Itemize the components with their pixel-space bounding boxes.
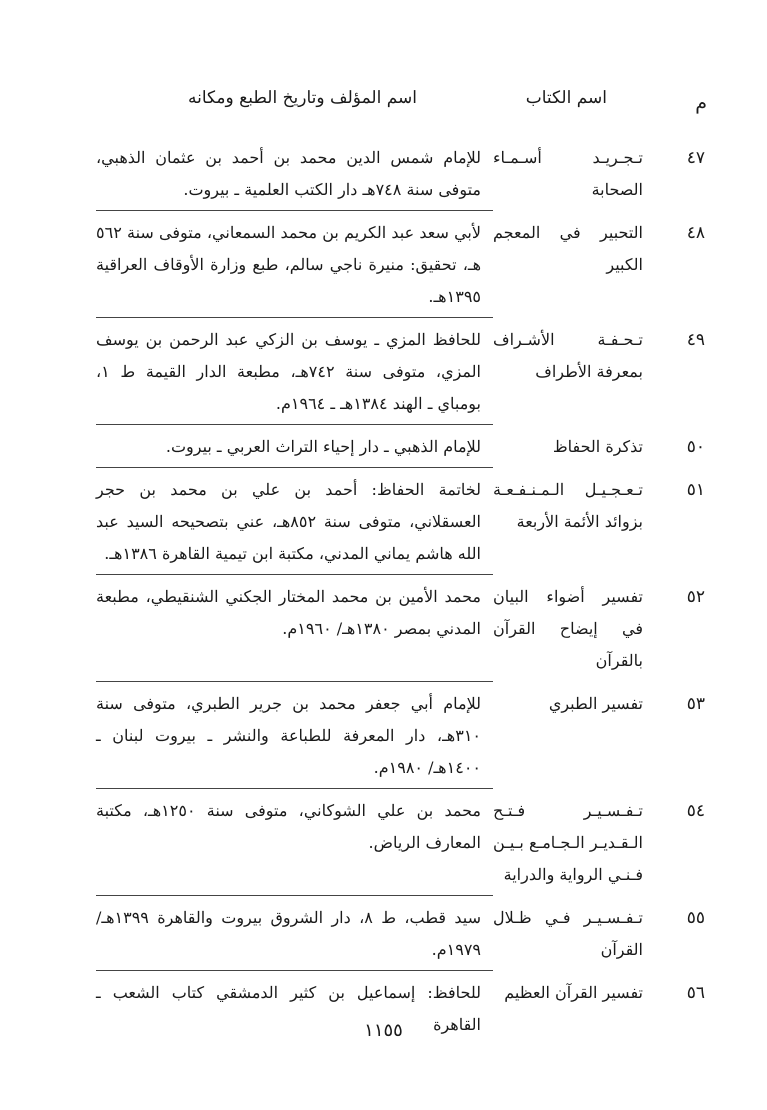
row-divider	[96, 970, 493, 971]
row-number: ٥٢	[686, 587, 705, 607]
row-divider	[96, 574, 493, 575]
page-number: ١١٥٥	[364, 1020, 403, 1041]
row-divider	[96, 467, 493, 468]
row-title: تـفـسـيـر فـتـح الـقـديـر الـجـامـع بـيـن فـنـي الرواية والدراية	[493, 801, 643, 884]
table-row	[96, 581, 705, 677]
row-title: تذكرة الحفاظ	[552, 437, 643, 456]
row-author: سيد قطب، ط ٨، دار الشروق بيروت والقاهرة ١٣٩٩هـ/ ١٩٧٩م.	[96, 908, 482, 959]
row-number: ٤٨	[686, 223, 705, 243]
table-row	[96, 431, 705, 463]
table-row	[96, 902, 705, 966]
row-author: لأبي سعد عبد الكريم بن محمد السمعاني، متوفى سنة ٥٦٢ هـ، تحقيق: منيرة ناجي سالم، طبع وزارة الأوقاف العراقية ١٣٩٥هـ.	[96, 223, 481, 306]
table-row	[96, 142, 705, 206]
row-divider	[96, 210, 493, 211]
row-title: تـحـفـة الأشـراف بمعرفة الأطراف	[493, 330, 643, 381]
row-author: لخاتمة الحفاظ: أحمد بن علي بن محمد بن حجر العسقلاني، متوفى سنة ٨٥٢هـ، عني بتصحيحه السيد عبد الله هاشم يماني المدني، مكتبة ابن تيمية القاهرة ١٣٨٦هـ.	[96, 480, 482, 563]
row-divider	[96, 317, 493, 318]
bibliography-table	[96, 142, 705, 1041]
header-number: م	[695, 92, 707, 114]
table-row	[96, 217, 705, 313]
row-number: ٥٥	[686, 908, 705, 928]
header-author: اسم المؤلف وتاريخ الطبع ومكانه	[188, 88, 417, 108]
row-number: ٥٤	[686, 801, 705, 821]
table-row	[96, 688, 705, 784]
table-row	[96, 324, 705, 420]
row-title: تفسير القرآن العظيم	[504, 983, 643, 1002]
row-divider	[96, 681, 493, 682]
header-book-title: اسم الكتاب	[525, 88, 607, 108]
row-divider	[96, 895, 493, 896]
row-title: التحبير في المعجم الكبير	[493, 223, 643, 274]
row-number: ٥٠	[686, 437, 705, 457]
row-author: للإمام شمس الدين محمد بن أحمد بن عثمان الذهبي، متوفى سنة ٧٤٨هـ دار الكتب العلمية ـ بيروت.	[96, 148, 481, 199]
row-author: للإمام الذهبي ـ دار إحياء التراث العربي ـ بيروت.	[165, 437, 481, 456]
row-title: تـفـسـيـر فـي ظـلال القرآن	[493, 908, 643, 959]
row-divider	[96, 788, 493, 789]
row-number: ٥٣	[686, 694, 705, 714]
row-divider	[96, 424, 493, 425]
row-number: ٥١	[686, 480, 705, 500]
row-author: محمد الأمين بن محمد المختار الجكني الشنقيطي، مطبعة المدني بمصر ١٣٨٠هـ/ ١٩٦٠م.	[96, 587, 481, 638]
row-author: للحافظ: إسماعيل بن كثير الدمشقي كتاب الشعب ـ القاهرة	[96, 983, 481, 1034]
row-number: ٤٧	[686, 148, 705, 168]
table-row	[96, 474, 705, 570]
row-author: محمد بن علي الشوكاني، متوفى سنة ١٢٥٠هـ، مكتبة المعارف الرياض.	[96, 801, 482, 852]
row-author: للإمام أبي جعفر محمد بن جرير الطبري، متوفى سنة ٣١٠هـ، دار المعرفة للطباعة والنشر ـ بيروت لبنان ـ ١٤٠٠هـ/ ١٩٨٠م.	[96, 694, 481, 777]
row-number: ٤٩	[686, 330, 705, 350]
row-author: للحافظ المزي ـ يوسف بن الزكي عبد الرحمن بن يوسف المزي، متوفى سنة ٧٤٢هـ، مطبعة الدار القيمة ط ١، بومباي ـ الهند ١٣٨٤هـ ـ ١٩٦٤م.	[96, 330, 481, 413]
row-title: تـجـريـد أسـمـاء الصحابة	[493, 148, 643, 199]
table-row	[96, 795, 705, 891]
row-title: تفسير الطبري	[548, 694, 643, 713]
row-title: تفسير أضواء البيان في إيضاح القرآن بالقرآن	[493, 587, 643, 670]
table-header	[60, 86, 707, 120]
row-title: تـعـجـيـل الـمـنـفـعـة بزوائد الأئمة الأربعة	[493, 480, 643, 531]
row-number: ٥٦	[686, 983, 705, 1003]
